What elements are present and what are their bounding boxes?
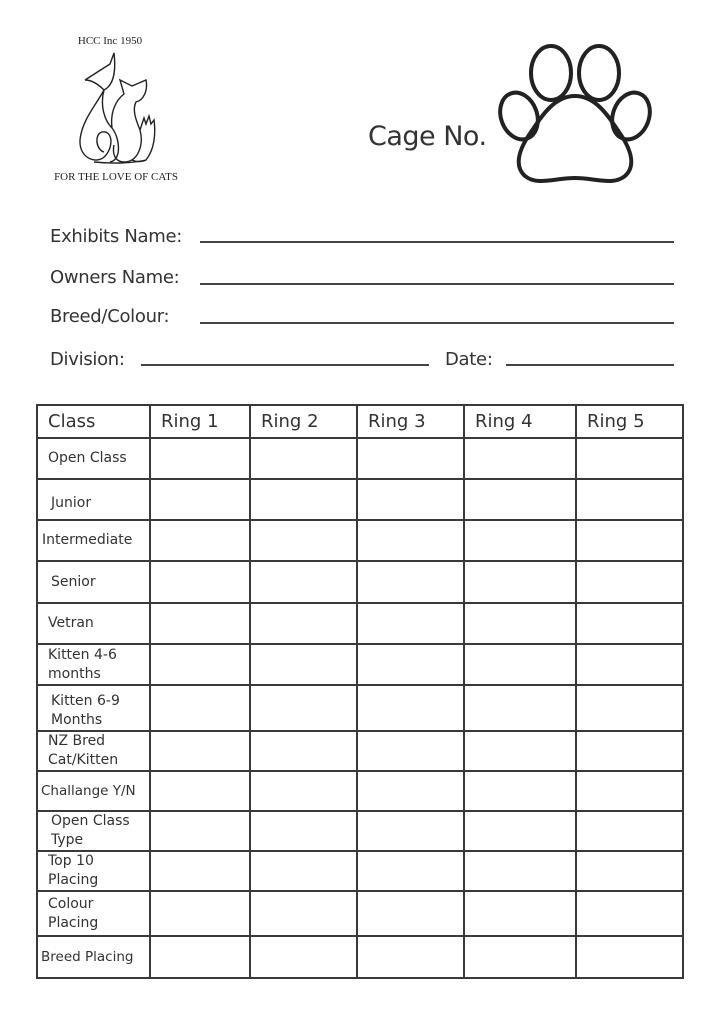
ring-4-cell[interactable] <box>464 936 576 978</box>
paw-print-icon <box>495 42 655 187</box>
ring-2-cell[interactable] <box>250 731 357 771</box>
class-label: Breed Placing <box>37 936 150 978</box>
ring-3-cell[interactable] <box>357 603 464 644</box>
class-label: Intermediate <box>37 520 150 561</box>
table-row <box>37 438 683 479</box>
class-label: Kitten 6-9 Months <box>37 685 150 731</box>
ring-1-cell[interactable] <box>150 603 250 644</box>
ring-3-cell[interactable] <box>357 644 464 685</box>
ring-4-cell[interactable] <box>464 891 576 936</box>
ring-5-cell[interactable] <box>576 891 683 936</box>
ring-1-cell[interactable] <box>150 479 250 520</box>
header-class: Class <box>37 405 150 438</box>
breed-colour-label: Breed/Colour: <box>50 306 170 327</box>
ring-1-cell[interactable] <box>150 771 250 811</box>
ring-2-cell[interactable] <box>250 771 357 811</box>
ring-5-cell[interactable] <box>576 479 683 520</box>
ring-5-cell[interactable] <box>576 644 683 685</box>
header-ring-1: Ring 1 <box>150 405 250 438</box>
header-ring-3: Ring 3 <box>357 405 464 438</box>
ring-5-cell[interactable] <box>576 936 683 978</box>
ring-4-cell[interactable] <box>464 771 576 811</box>
ring-3-cell[interactable] <box>357 731 464 771</box>
class-label: Challange Y/N <box>37 771 150 811</box>
results-table <box>36 404 684 979</box>
class-label: Open Class <box>37 438 150 479</box>
table-row <box>37 479 683 520</box>
ring-2-cell[interactable] <box>250 520 357 561</box>
ring-4-cell[interactable] <box>464 438 576 479</box>
breed-colour-field[interactable] <box>200 322 674 324</box>
ring-4-cell[interactable] <box>464 479 576 520</box>
class-label: Top 10 Placing <box>37 851 150 891</box>
ring-2-cell[interactable] <box>250 438 357 479</box>
class-label: Senior <box>37 561 150 603</box>
header-ring-4: Ring 4 <box>464 405 576 438</box>
ring-1-cell[interactable] <box>150 520 250 561</box>
ring-3-cell[interactable] <box>357 811 464 851</box>
ring-3-cell[interactable] <box>357 936 464 978</box>
ring-2-cell[interactable] <box>250 936 357 978</box>
division-field[interactable] <box>141 364 429 366</box>
ring-3-cell[interactable] <box>357 520 464 561</box>
exhibits-name-label: Exhibits Name: <box>50 226 182 247</box>
ring-4-cell[interactable] <box>464 811 576 851</box>
ring-3-cell[interactable] <box>357 561 464 603</box>
table-row <box>37 771 683 811</box>
ring-1-cell[interactable] <box>150 644 250 685</box>
ring-1-cell[interactable] <box>150 936 250 978</box>
class-label: Kitten 4-6 months <box>37 644 150 685</box>
ring-5-cell[interactable] <box>576 851 683 891</box>
table-row <box>37 561 683 603</box>
ring-5-cell[interactable] <box>576 438 683 479</box>
table-row <box>37 731 683 771</box>
ring-1-cell[interactable] <box>150 561 250 603</box>
ring-5-cell[interactable] <box>576 603 683 644</box>
ring-3-cell[interactable] <box>357 851 464 891</box>
club-tagline: FOR THE LOVE OF CATS <box>54 171 178 183</box>
ring-3-cell[interactable] <box>357 438 464 479</box>
ring-3-cell[interactable] <box>357 891 464 936</box>
date-field[interactable] <box>506 364 674 366</box>
class-label: Vetran <box>37 603 150 644</box>
class-label: NZ Bred Cat/Kitten <box>37 731 150 771</box>
ring-2-cell[interactable] <box>250 479 357 520</box>
ring-3-cell[interactable] <box>357 479 464 520</box>
cage-number-label: Cage No. <box>368 121 487 152</box>
ring-1-cell[interactable] <box>150 685 250 731</box>
ring-5-cell[interactable] <box>576 811 683 851</box>
ring-4-cell[interactable] <box>464 520 576 561</box>
table-row <box>37 891 683 936</box>
ring-5-cell[interactable] <box>576 520 683 561</box>
ring-4-cell[interactable] <box>464 561 576 603</box>
division-label: Division: <box>50 349 125 370</box>
table-row <box>37 603 683 644</box>
ring-2-cell[interactable] <box>250 603 357 644</box>
class-label: Open Class Type <box>37 811 150 851</box>
ring-2-cell[interactable] <box>250 561 357 603</box>
header-ring-5: Ring 5 <box>576 405 683 438</box>
ring-1-cell[interactable] <box>150 891 250 936</box>
exhibits-name-field[interactable] <box>200 241 674 243</box>
ring-1-cell[interactable] <box>150 811 250 851</box>
ring-2-cell[interactable] <box>250 685 357 731</box>
ring-4-cell[interactable] <box>464 731 576 771</box>
class-label: Junior <box>37 479 150 520</box>
ring-2-cell[interactable] <box>250 891 357 936</box>
table-header-row <box>37 405 683 438</box>
ring-1-cell[interactable] <box>150 731 250 771</box>
class-label: Colour Placing <box>37 891 150 936</box>
table-row <box>37 811 683 851</box>
table-row <box>37 685 683 731</box>
ring-5-cell[interactable] <box>576 731 683 771</box>
table-row <box>37 851 683 891</box>
ring-1-cell[interactable] <box>150 438 250 479</box>
ring-5-cell[interactable] <box>576 561 683 603</box>
table-row <box>37 644 683 685</box>
owners-name-label: Owners Name: <box>50 267 180 288</box>
cats-logo-icon <box>74 50 164 165</box>
table-row <box>37 520 683 561</box>
ring-4-cell[interactable] <box>464 644 576 685</box>
owners-name-field[interactable] <box>200 283 674 285</box>
table-row <box>37 936 683 978</box>
ring-3-cell[interactable] <box>357 771 464 811</box>
ring-5-cell[interactable] <box>576 685 683 731</box>
date-label: Date: <box>445 349 493 370</box>
ring-2-cell[interactable] <box>250 851 357 891</box>
ring-3-cell[interactable] <box>357 685 464 731</box>
ring-2-cell[interactable] <box>250 811 357 851</box>
ring-2-cell[interactable] <box>250 644 357 685</box>
ring-4-cell[interactable] <box>464 851 576 891</box>
club-name: HCC Inc 1950 <box>77 35 143 47</box>
ring-5-cell[interactable] <box>576 771 683 811</box>
ring-1-cell[interactable] <box>150 851 250 891</box>
header-ring-2: Ring 2 <box>250 405 357 438</box>
ring-4-cell[interactable] <box>464 603 576 644</box>
ring-4-cell[interactable] <box>464 685 576 731</box>
